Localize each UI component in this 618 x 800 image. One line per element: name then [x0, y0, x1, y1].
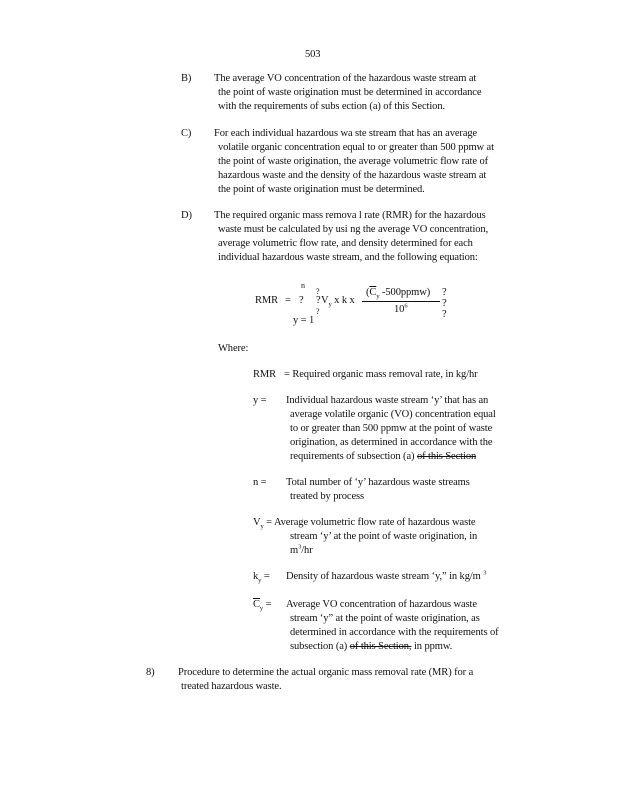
item-d-line: individual hazardous waste stream, and the following equation:	[218, 252, 478, 263]
def-y-line: average volatile organic (VO) concentration equal	[290, 409, 496, 420]
item-c-line: For each individual hazardous wa ste stream that has an average	[214, 128, 478, 139]
item-b-line: the point of waste origination must be determined in accordance	[218, 87, 482, 98]
unknown-glyph: ?	[442, 298, 447, 309]
def-n-term: n =	[253, 477, 267, 488]
def-y-line: requirements of subsection (a) of this Section	[290, 451, 477, 462]
def-n-line: treated by process	[290, 491, 365, 502]
item-c-line: the point of waste origination, the average volumetric flow rate of	[218, 156, 488, 167]
item-b-line: The average VO concentration of the hazardous waste stream at	[214, 73, 477, 84]
item-b-label: B)	[181, 73, 192, 84]
def-cy-line: subsection (a) of this Section, in ppmw.	[290, 641, 453, 652]
def-vy-line: stream ‘y’ at the point of waste origination, in	[290, 531, 478, 542]
def-cy-term: $\overline{C}_y$ =	[253, 599, 272, 613]
sum-upper-limit: n	[301, 281, 305, 290]
def-n-line: Total number of ‘y’ hazardous waste streams	[286, 477, 470, 488]
unknown-glyph: ?	[316, 307, 320, 316]
def-rmr-term: RMR	[253, 369, 277, 380]
item-8-line: treated hazardous waste.	[181, 681, 282, 692]
unknown-glyph: ?	[442, 287, 447, 298]
where-label: Where:	[218, 343, 249, 354]
item-d-line: The required organic mass remova l rate (RMR) for the hazardous	[214, 210, 486, 221]
sum-lower-limit: y = 1	[293, 315, 315, 326]
item-c-label: C)	[181, 128, 192, 139]
def-cy-line: determined in accordance with the requirements of	[290, 627, 499, 638]
item-d-line: waste must be calculated by usi ng the average VO concentration,	[218, 224, 489, 235]
item-c-line: the point of waste origination must be determined.	[218, 184, 425, 195]
def-cy-line: stream ‘y” at the point of waste origination, as	[290, 613, 480, 624]
equation-equals: =	[285, 295, 291, 306]
unknown-glyph: ?	[316, 295, 321, 306]
def-y-line: Individual hazardous waste stream ‘y’ that has an	[286, 395, 489, 406]
item-b-line: with the requirements of subs ection (a) of this Section.	[218, 101, 445, 112]
def-cy-line: Average VO concentration of hazardous waste	[286, 599, 477, 610]
item-d-label: D)	[181, 210, 192, 221]
page-number: 503	[305, 49, 321, 60]
item-8-line: Procedure to determine the actual organic mass removal rate (MR) for a	[178, 667, 474, 678]
equation-lhs: RMR	[255, 295, 279, 306]
item-c-line: hazardous waste and the density of the hazardous waste stream at	[218, 170, 487, 181]
unknown-glyph: ?	[316, 287, 320, 296]
def-y-term: y =	[253, 395, 267, 406]
item-d-line: average volumetric flow rate, and density determined for each	[218, 238, 473, 249]
equation-denominator: $10^6$	[394, 302, 408, 315]
def-y-line: origination, as determined in accordance with the	[290, 437, 493, 448]
def-vy-term: $V_y$ = Average volumetric flow rate of hazardous waste	[253, 517, 476, 531]
unknown-glyph: ?	[442, 309, 447, 320]
summation-symbol: ?	[299, 295, 304, 306]
item-c-line: volatile organic concentration equal to or greater than 500 ppmw at	[218, 142, 494, 153]
def-rmr-text: = Required organic mass removal rate, in kg/hr	[284, 369, 478, 380]
equation-middle: $V_y$ x k x	[321, 295, 355, 309]
def-ky-text: Density of hazardous waste stream ‘y,” in kg/m $^3$	[286, 569, 487, 582]
def-ky-term: $k_y$ =	[253, 571, 270, 585]
item-8-label: 8)	[146, 667, 155, 678]
def-vy-unit: $m^3/hr$	[290, 543, 313, 556]
fraction-bar	[362, 301, 440, 302]
equation-numerator: ($\overline{C}_y$ -500ppmw)	[366, 287, 431, 301]
def-y-line: to or greater than 500 ppmw at the point of waste	[290, 423, 493, 434]
